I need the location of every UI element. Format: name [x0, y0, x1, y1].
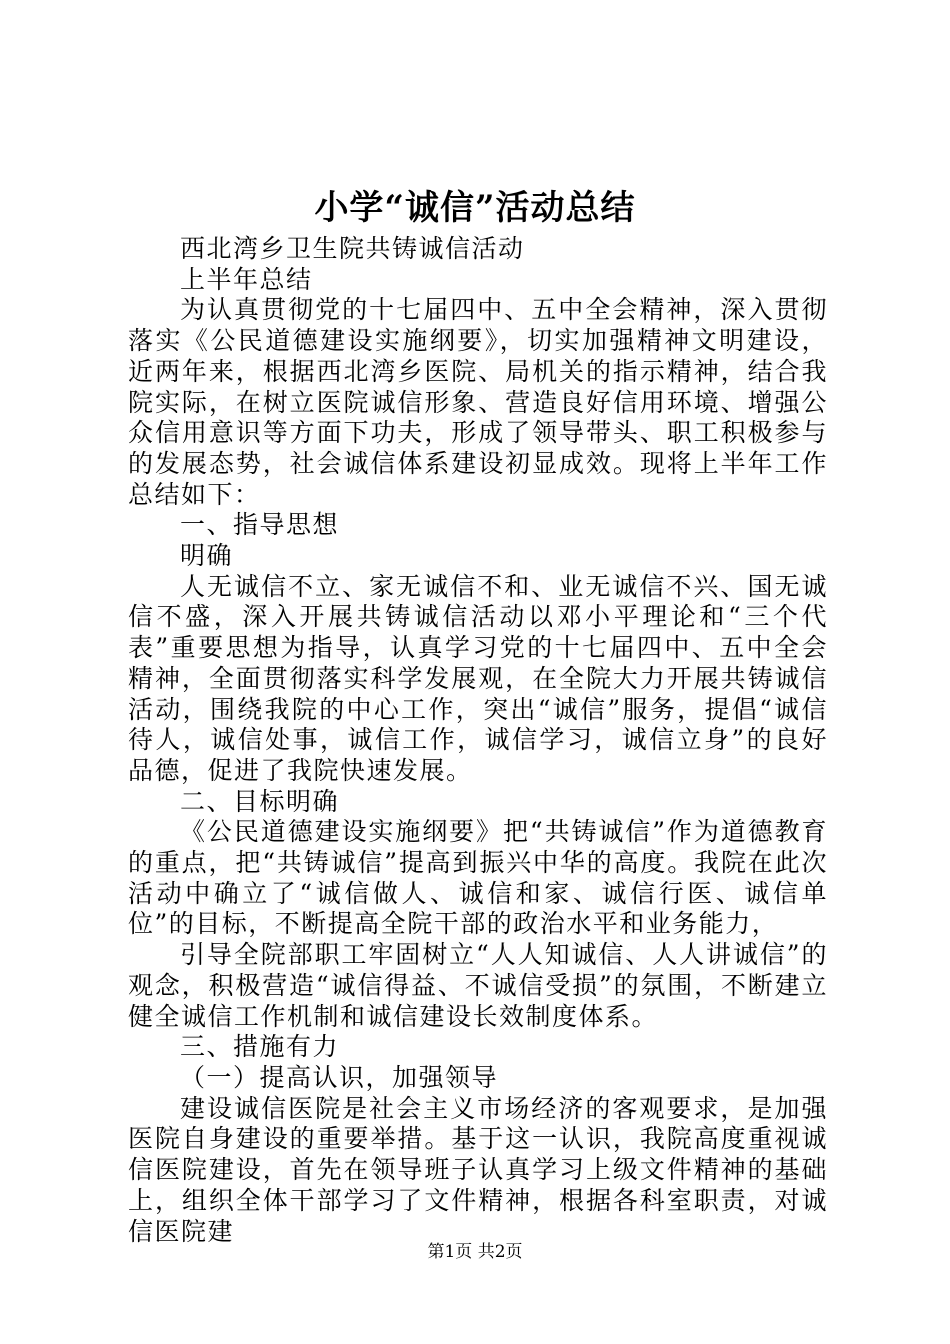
document-body [128, 234, 828, 1247]
paragraph: 《公民道德建设实施纲要》把“共铸诚信”作为道德教育的重点，把“共铸诚信”提高到振兴中华的高度。我院在此次活动中确立了“诚信做人、诚信和家、诚信行医、诚信单位”的目标，不断提高全院干部的政治水平和业务能力， [128, 817, 828, 939]
document-title: 小学“诚信”活动总结 [314, 188, 636, 228]
paragraph: 引导全院部职工牢固树立“人人知诚信、人人讲诚信”的观念，积极营造“诚信得益、不诚信受损”的氛围，不断建立健全诚信工作机制和诚信建设长效制度体系。 [128, 940, 828, 1031]
section-heading: 一、指导思想 [180, 510, 340, 540]
subsection-heading: （一）提高认识，加强领导 [180, 1062, 499, 1092]
section-heading: 二、目标明确 [180, 786, 340, 816]
paragraph: 上半年总结 [180, 264, 313, 294]
paragraph: 西北湾乡卫生院共铸诚信活动 [180, 234, 525, 263]
paragraph: 明确 [180, 541, 234, 571]
paragraph: 人无诚信不立、家无诚信不和、业无诚信不兴、国无诚信不盛，深入开展共铸诚信活动以邓小平理论和“三个代表”重要思想为指导，认真学习党的十七届四中、五中全会精神，全面贯彻落实科学发展观，在全院大力开展共铸诚信活动，围绕我院的中心工作，突出“诚信”服务，提倡“诚信待人，诚信处事，诚信工作，诚信学习，诚信立身”的良好品德，促进了我院快速发展。 [128, 571, 828, 785]
section-heading: 三、措施有力 [180, 1032, 340, 1062]
paragraph: 为认真贯彻党的十七届四中、五中全会精神，深入贯彻落实《公民道德建设实施纲要》，切实加强精神文明建设，近两年来，根据西北湾乡医院、局机关的指示精神，结合我院实际，在树立医院诚信形象、营造良好信用环境、增强公众信用意识等方面下功夫，形成了领导带头、职工积极参与的发展态势，社会诚信体系建设初显成效。现将上半年工作总结如下： [128, 295, 828, 509]
paragraph: 建设诚信医院是社会主义市场经济的客观要求，是加强医院自身建设的重要举措。基于这一认识，我院高度重视诚信医院建设，首先在领导班子认真学习上级文件精神的基础上，组织全体干部学习了文件精神，根据各科室职责，对诚信医院建 [128, 1093, 828, 1246]
page-number: 第1页 共2页 [427, 1242, 523, 1262]
